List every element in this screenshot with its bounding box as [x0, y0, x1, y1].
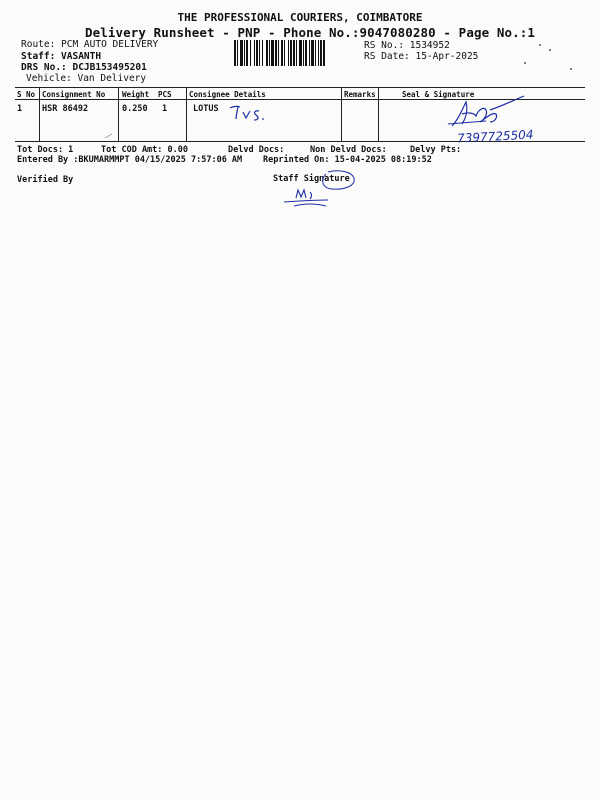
row-pcs: 1 [162, 104, 168, 114]
drs-number: DRS No.: DCJB153495201 [21, 62, 147, 73]
row-weight: 0.250 [122, 104, 148, 114]
row-consignment-no: HSR 86492 [42, 104, 89, 114]
reprinted-on: Reprinted On: 15-04-2025 08:19:52 [263, 155, 432, 165]
barcode [234, 40, 358, 66]
rs-date: RS Date: 15-Apr-2025 [364, 51, 479, 62]
col-divider [341, 88, 342, 141]
entered-by: Entered By :BKUMARMMPT 04/15/2025 7:57:06 AM [17, 155, 243, 165]
col-header-consignee: Consignee Details [189, 90, 266, 99]
staff-signature-handwriting [270, 166, 365, 216]
col-header-sno: S No [17, 90, 36, 99]
delivered-docs: Delvd Docs: [228, 145, 285, 155]
rs-number: RS No.: 1534952 [364, 40, 450, 51]
col-header-consignment: Consignment No [42, 90, 106, 99]
delivery-points: Delvy Pts: [410, 145, 462, 155]
col-divider [186, 88, 187, 141]
handwritten-phone-number [455, 126, 565, 144]
runsheet-title: Delivery Runsheet - PNP - Phone No.:9047080280 - Page No.:1 [85, 25, 535, 40]
non-delivered-docs: Non Delvd Docs: [310, 145, 387, 155]
col-divider [118, 88, 119, 141]
vehicle-text: Vehicle: Van Delivery [26, 73, 147, 84]
route-text: Route: PCM AUTO DELIVERY [21, 39, 159, 50]
scan-speck [549, 49, 551, 51]
col-divider [378, 88, 379, 141]
col-header-weight: Weight [122, 90, 150, 99]
svg-text:7397725504: 7397725504 [456, 127, 534, 146]
verified-by-label: Verified By [17, 175, 74, 185]
scan-speck [524, 62, 526, 64]
scan-speck [570, 68, 572, 70]
total-docs: Tot Docs: 1 [17, 145, 74, 155]
col-header-pcs: PCS [158, 90, 172, 99]
staff-signature-label: Staff Signature [273, 174, 350, 184]
col-header-remarks: Remarks [344, 90, 376, 99]
scan-speck [539, 44, 541, 46]
table-top-border [15, 87, 585, 88]
row-sno: 1 [17, 104, 23, 114]
row-consignee: LOTUS [193, 104, 219, 114]
col-divider [39, 88, 40, 141]
total-cod-amount: Tot COD Amt: 0.00 [101, 145, 188, 155]
company-name: THE PROFESSIONAL COURIERS, COIMBATORE [177, 11, 423, 24]
col-header-seal: Seal & Signature [402, 90, 475, 99]
handwritten-consignee-note [228, 103, 278, 125]
faint-pen-mark [104, 133, 114, 139]
staff-text: Staff: VASANTH [21, 51, 102, 62]
